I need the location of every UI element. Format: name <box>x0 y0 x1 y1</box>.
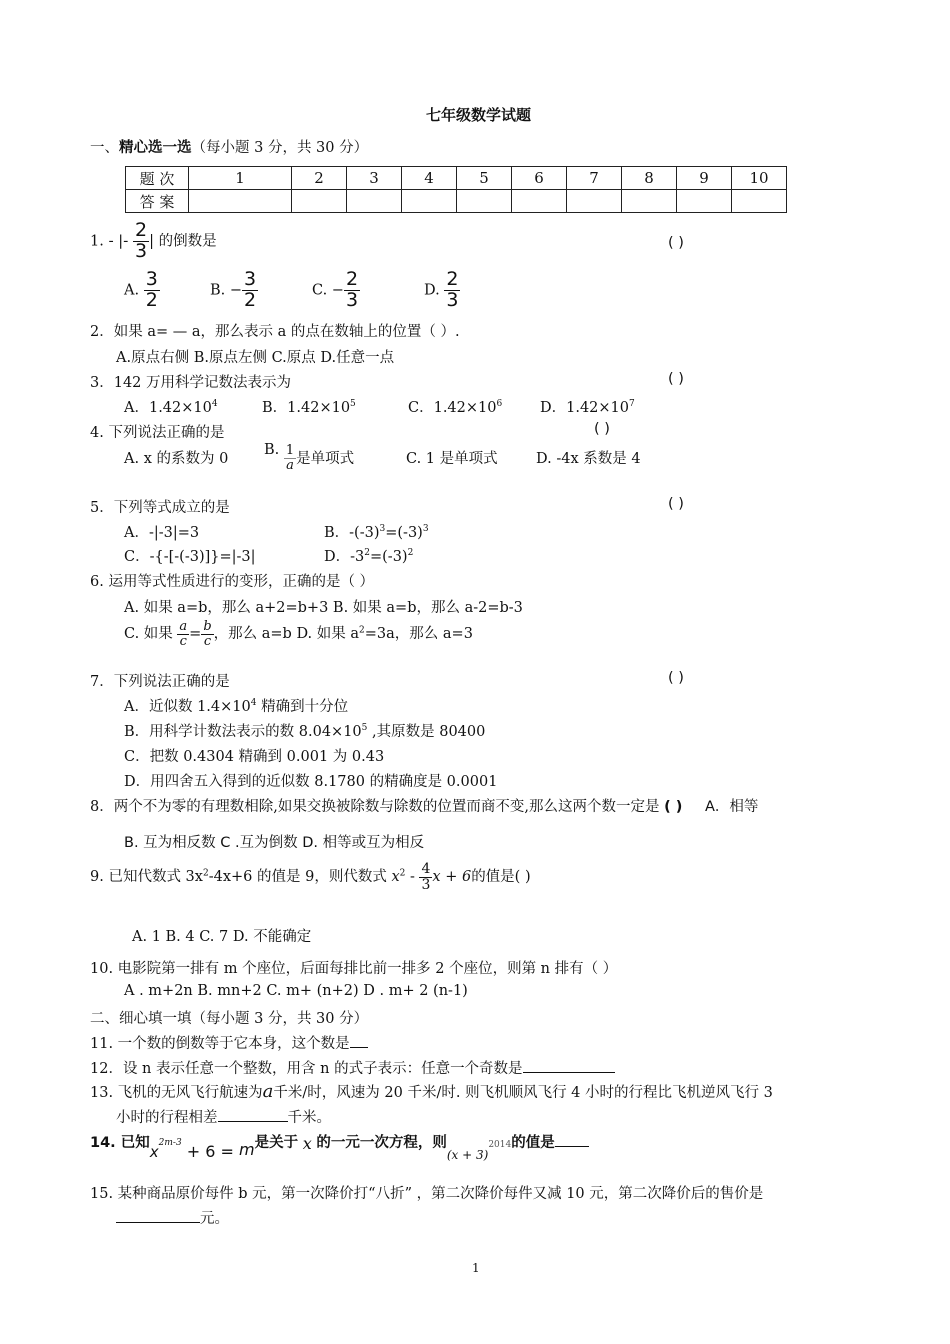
answer-table-col: 3 <box>347 167 402 190</box>
question-9-fraction <box>419 862 432 892</box>
option-fraction <box>242 270 258 311</box>
answer-blank[interactable] <box>116 1208 200 1223</box>
answer-cell[interactable] <box>622 190 677 213</box>
minus-sign: - <box>405 869 420 886</box>
question-10-stem: 10. 电影院第一排有 m 个座位，后面每排比前一排多 2 个座位，则第 n 排有（ ） <box>90 961 618 977</box>
answer-paren[interactable]: ( ) <box>668 670 684 686</box>
question-14-text: 14. 已知 <box>90 1135 150 1151</box>
frac-numerator: 2 <box>135 219 148 241</box>
question-1-stem <box>90 221 217 262</box>
question-11 <box>90 1032 368 1053</box>
question-13-text: 小时的行程相差 <box>116 1110 218 1126</box>
frac-denominator: c <box>203 633 212 649</box>
question-15-line-2 <box>116 1207 229 1228</box>
question-15-text: 元。 <box>200 1211 229 1227</box>
option-text: B．1.42×10 <box>262 400 351 416</box>
exponent: 7 <box>629 399 635 410</box>
frac-numerator: a <box>179 619 188 634</box>
answer-table-col: 9 <box>677 167 732 190</box>
frac-numerator: 2 <box>345 268 359 290</box>
question-1-fraction <box>133 221 149 262</box>
option-text: B．-(-3) <box>324 525 380 541</box>
question-5-option-a[interactable]: A．-|-3|=3 <box>124 525 200 541</box>
answer-table-col: 7 <box>567 167 622 190</box>
question-11-text: 11. 一个数的倒数等于它本身，这个数是 <box>90 1036 350 1052</box>
option-label: B. <box>264 442 280 458</box>
option-label: C. − <box>312 282 344 299</box>
option-text: =3a，那么 a=3 <box>364 626 473 643</box>
option-text: =(-3) <box>385 525 423 541</box>
page-title: 七年级数学试题 <box>426 106 532 124</box>
answer-table-col: 4 <box>402 167 457 190</box>
frac-denominator: c <box>179 633 187 649</box>
exponent: 2 <box>399 868 406 879</box>
frac-numerator: 4 <box>421 861 431 877</box>
exponent: 2014 <box>488 1140 512 1151</box>
question-3-option-c[interactable] <box>408 396 502 417</box>
question-5-option-c[interactable]: C．-{-[-(-3)]}=|-3| <box>124 549 256 565</box>
question-12-text: 12．设 n 表示任意一个整数，用含 n 的式子表示：任意一个奇数是 <box>90 1061 523 1077</box>
question-3-option-a[interactable] <box>124 396 218 417</box>
frac-numerator: 3 <box>145 268 158 290</box>
variable-x: x <box>149 1143 159 1161</box>
section-1-heading <box>90 136 368 157</box>
question-12 <box>90 1057 615 1078</box>
exponent: 2 <box>359 625 365 636</box>
question-13-text: 千米。 <box>287 1110 331 1126</box>
question-7-option-c[interactable]: C．把数 0.4304 精确到 0.001 为 0.43 <box>124 749 385 765</box>
answer-cell[interactable] <box>457 190 512 213</box>
question-9-text: 的值是( ) <box>471 869 531 886</box>
exponent: 2 <box>202 868 209 879</box>
option-fraction <box>144 270 160 311</box>
question-8-options[interactable]: B. 互为相反数 C .互为倒数 D. 相等或互为相反 <box>124 835 425 851</box>
frac-denominator: 3 <box>345 288 359 311</box>
question-15-line-1: 15. 某种商品原价每件 b 元，第一次降价打“八折” ，第二次降价每件又减 10 元，第二次降价后的售价是 <box>90 1186 764 1202</box>
variable-x: x <box>302 1134 312 1153</box>
frac-denominator: 3 <box>135 239 148 262</box>
question-1-option-a[interactable] <box>124 270 160 311</box>
exponent: 2m-3 <box>158 1138 182 1149</box>
page-number: 1 <box>472 1261 480 1275</box>
option-text: D．-3 <box>324 549 365 565</box>
frac-denominator: a <box>286 457 294 473</box>
option-text: ,其原数是 80400 <box>367 724 486 740</box>
section-1-rest: （每小题 3 分，共 30 分） <box>191 140 369 156</box>
answer-table <box>125 166 787 213</box>
question-1-option-b[interactable] <box>210 270 258 311</box>
option-text: A．1.42×10 <box>124 400 212 416</box>
question-2-options[interactable]: A.原点右侧 B.原点左侧 C.原点 D.任意一点 <box>116 350 395 366</box>
answer-table-col: 8 <box>622 167 677 190</box>
option-text: D．1.42×10 <box>540 400 630 416</box>
question-9-text: 9. 已知代数式 3x <box>90 869 203 886</box>
answer-cell[interactable] <box>292 190 347 213</box>
frac-denominator: 3 <box>421 876 431 893</box>
question-14 <box>90 1131 589 1162</box>
section-1-bold: 精心选一选 <box>119 140 192 156</box>
question-1-expr-pre: - |- <box>108 233 134 250</box>
question-13-line-1 <box>90 1081 773 1102</box>
question-5-option-d[interactable] <box>324 545 413 566</box>
option-text: 精确到十分位 <box>256 699 349 715</box>
exponent: 4 <box>211 399 218 410</box>
question-13-line-2 <box>116 1106 331 1127</box>
answer-table-col: 2 <box>292 167 347 190</box>
option-fraction <box>284 444 296 472</box>
exponent: 3 <box>422 524 429 535</box>
question-13-text: 13. 飞机的无风飞行航速为 <box>90 1085 263 1101</box>
question-4-option-a[interactable]: A. x 的系数为 0 <box>124 451 229 467</box>
question-14-expr: (x + 3) <box>446 1148 489 1162</box>
question-8-option-a[interactable]: A．相等 <box>704 799 759 815</box>
option-text: C．1.42×10 <box>408 400 497 416</box>
exponent: 5 <box>361 723 368 734</box>
question-3-option-d[interactable] <box>540 396 635 417</box>
answer-cell[interactable] <box>567 190 622 213</box>
option-text: A．近似数 1.4×10 <box>124 699 251 715</box>
answer-cell[interactable] <box>732 190 787 213</box>
option-text: 是单项式 <box>296 451 355 467</box>
frac-denominator: 3 <box>446 288 459 311</box>
question-6-options-ab[interactable]: A. 如果 a=b，那么 a+2=b+3 B. 如果 a=b，那么 a-2=b-3 <box>124 600 523 616</box>
answer-paren[interactable]: ( ) <box>668 496 684 512</box>
variable-a: a <box>262 1081 274 1102</box>
frac-numerator: 3 <box>244 268 257 290</box>
question-4-stem: 4. 下列说法正确的是 <box>90 425 225 441</box>
option-text: B．用科学计数法表示的数 8.04×10 <box>124 724 362 740</box>
answer-paren[interactable]: ( ) <box>668 371 684 387</box>
option-text: C. 如果 <box>124 626 173 643</box>
answer-paren[interactable]: ( ) <box>668 235 684 251</box>
option-fraction <box>444 270 460 311</box>
question-6-stem: 6. 运用等式性质进行的变形，正确的是（ ） <box>90 574 375 590</box>
question-1-option-c[interactable] <box>312 270 360 311</box>
question-8-stem <box>90 795 758 816</box>
answer-blank[interactable] <box>350 1033 368 1048</box>
answer-paren[interactable]: ( ) <box>594 421 610 437</box>
question-2-stem: 2．如果 a= — a，那么表示 a 的点在数轴上的位置（ ）. <box>90 324 460 340</box>
exponent: 5 <box>350 399 356 410</box>
question-14-text: 的值是 <box>511 1135 555 1151</box>
option-text: ，那么 a=b D. 如果 a <box>213 626 360 643</box>
exponent: 6 <box>496 399 503 410</box>
exponent: 4 <box>250 698 257 709</box>
question-9-expr: x + 6 <box>432 869 472 886</box>
answer-blank[interactable] <box>523 1058 615 1073</box>
answer-table-col: 1 <box>189 167 292 190</box>
section-2-heading: 二、细心填一填（每小题 3 分，共 30 分） <box>90 1011 369 1027</box>
question-9-stem <box>90 862 531 892</box>
question-7-stem: 7．下列说法正确的是 <box>90 674 230 690</box>
exponent: 3 <box>379 524 386 535</box>
exponent: 2 <box>407 548 414 559</box>
question-5-option-b[interactable] <box>324 521 429 542</box>
question-14-text: 是关于 <box>254 1135 299 1151</box>
question-6-options-cd[interactable] <box>124 620 473 648</box>
option-text: =(-3) <box>370 549 408 565</box>
equals-sign: = <box>189 626 202 643</box>
question-3-option-b[interactable] <box>262 396 356 417</box>
answer-blank[interactable] <box>555 1132 589 1147</box>
frac-denominator: 2 <box>244 288 257 311</box>
answer-table-head-answers: 答 案 <box>126 190 189 213</box>
variable-m: m <box>239 1140 255 1159</box>
frac-denominator: 2 <box>145 288 158 311</box>
question-1-num: 1. <box>90 233 104 250</box>
question-9-text: -4x+6 的值是 9，则代数式 <box>208 869 392 886</box>
option-fraction <box>201 620 213 648</box>
option-fraction <box>177 620 189 648</box>
question-4-option-d[interactable]: D. -4x 系数是 4 <box>536 451 641 467</box>
answer-cell[interactable] <box>347 190 402 213</box>
variable-x: x <box>391 869 400 886</box>
question-10-options[interactable]: A . m+2n B. mn+2 C. m+ (n+2) D . m+ 2 (n-1) <box>124 983 468 999</box>
option-fraction <box>344 270 360 311</box>
question-3-stem: 3．142 万用科学记数法表示为 <box>90 375 292 391</box>
answer-cell[interactable] <box>677 190 732 213</box>
equation-operator: + 6 = <box>181 1142 240 1161</box>
answer-cell[interactable] <box>402 190 457 213</box>
frac-numerator: b <box>203 619 212 634</box>
answer-table-col: 10 <box>732 167 787 190</box>
answer-paren[interactable]: ( ) <box>664 799 683 815</box>
answer-table-head-questions: 题 次 <box>126 167 189 190</box>
frac-numerator: 2 <box>446 268 459 290</box>
answer-cell[interactable] <box>512 190 567 213</box>
question-13-text: 千米/时，风速为 20 千米/时. 则飞机顺风飞行 4 小时的行程比飞机逆风飞行 3 <box>273 1085 773 1101</box>
option-label: A. <box>124 282 140 299</box>
question-4-option-c[interactable]: C. 1 是单项式 <box>406 451 498 467</box>
option-label: D. <box>424 282 440 299</box>
question-1-option-d[interactable] <box>424 270 460 311</box>
question-5-stem: 5．下列等式成立的是 <box>90 500 230 516</box>
question-9-options[interactable]: A. 1 B. 4 C. 7 D. 不能确定 <box>132 929 312 945</box>
answer-blank[interactable] <box>218 1107 288 1122</box>
question-1-expr-post: | 的倒数是 <box>149 233 217 250</box>
answer-table-col: 6 <box>512 167 567 190</box>
question-4-option-b[interactable] <box>264 442 354 472</box>
question-7-option-a[interactable] <box>124 695 348 716</box>
question-14-text: 的一元一次方程，则 <box>316 1135 447 1151</box>
answer-table-col: 5 <box>457 167 512 190</box>
exponent: 2 <box>364 548 370 559</box>
section-1-num: 一、 <box>90 140 119 156</box>
question-7-option-d[interactable]: D．用四舍五入得到的近似数 8.1780 的精确度是 0.0001 <box>124 774 498 790</box>
question-8-text: 8．两个不为零的有理数相除,如果交换被除数与除数的位置而商不变,那么这两个数一定是 <box>90 799 660 815</box>
answer-table-row-questions <box>126 167 787 190</box>
frac-numerator: 1 <box>285 443 295 458</box>
question-7-option-b[interactable] <box>124 720 485 741</box>
answer-cell[interactable] <box>189 190 292 213</box>
option-label: B. − <box>210 282 243 299</box>
answer-table-row-answers <box>126 190 787 213</box>
